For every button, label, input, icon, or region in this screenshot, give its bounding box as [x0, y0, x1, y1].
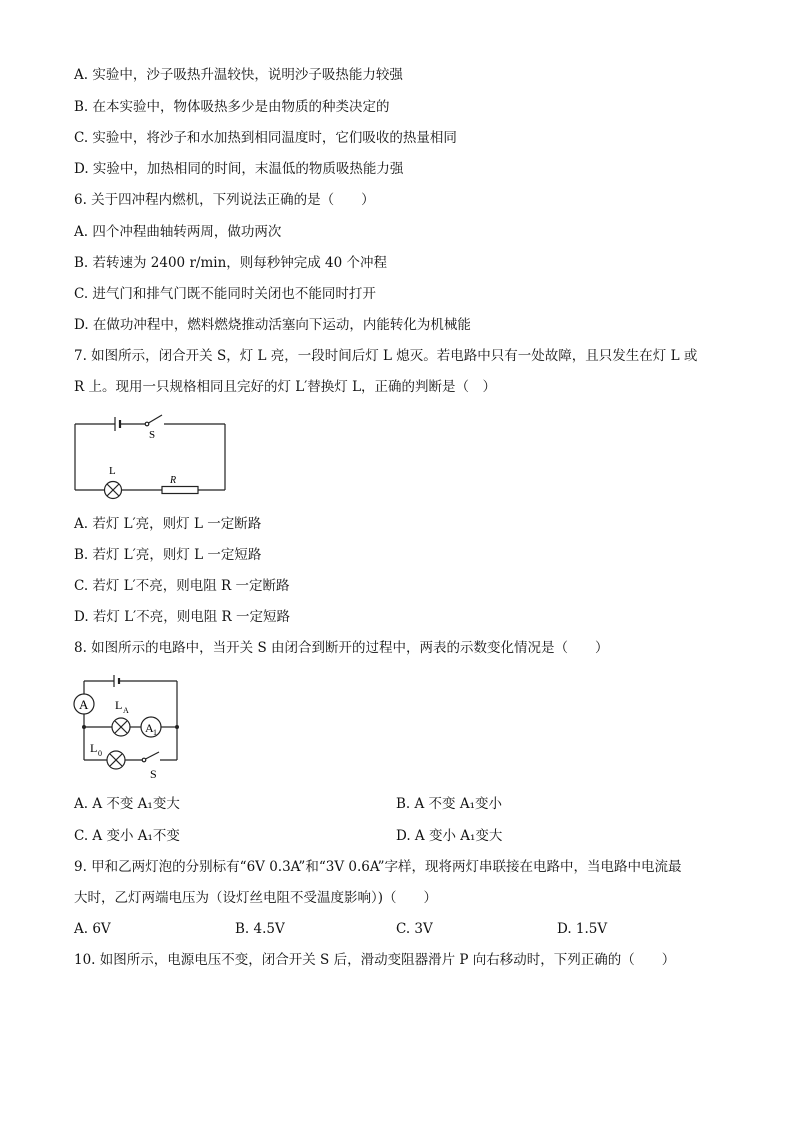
lamp-l0-label: L	[90, 741, 98, 755]
switch-icon	[149, 415, 163, 423]
q5-option-b: B. 在本实验中，物体吸热多少是由物质的种类决定的	[74, 99, 390, 115]
q7-option-c: C. 若灯 L′不亮，则电阻 R 一定断路	[74, 578, 290, 594]
q9-stem-line2: 大时，乙灯两端电压为（设灯丝电阻不受温度影响）)（ ）	[74, 890, 438, 906]
q7-stem-line1: 7. 如图所示，闭合开关 S，灯 L 亮，一段时间后灯 L 熄灭。若电路中只有一处故障，且只发生在灯 L 或	[74, 348, 698, 364]
switch-icon	[146, 752, 160, 759]
lamp-la-subscript: A	[123, 706, 129, 715]
q7-switch-label: S	[149, 429, 156, 441]
q5-option-d: D. 实验中，加热相同的时间，末温低的物质吸热能力强	[74, 161, 404, 177]
q9-option-d: D. 1.5V	[557, 921, 608, 937]
q7-option-d: D. 若灯 L′不亮，则电阻 R 一定短路	[74, 609, 290, 625]
q9-option-c: C. 3V	[396, 921, 433, 937]
q7-stem-line2: R 上。现用一只规格相同且完好的灯 L′替换灯 L，正确的判断是（ ）	[74, 379, 497, 395]
q6-option-c: C. 进气门和排气门既不能同时关闭也不能同时打开	[74, 286, 376, 302]
q8-option-d: D. A 变小 A₁变大	[396, 828, 503, 844]
q7-option-b: B. 若灯 L′亮，则灯 L 一定短路	[74, 547, 262, 563]
q7-circuit-diagram	[70, 410, 235, 502]
q8-option-b: B. A 不变 A₁变小	[396, 796, 502, 812]
q9-option-a: A. 6V	[74, 921, 111, 937]
q5-option-a: A. 实验中，沙子吸热升温较快，说明沙子吸热能力较强	[74, 67, 403, 83]
lamp-la-label: L	[115, 698, 123, 712]
q6-option-b: B. 若转速为 2400 r/min，则每秒钟完成 40 个冲程	[74, 255, 388, 271]
q6-stem: 6. 关于四冲程内燃机，下列说法正确的是（ ）	[74, 192, 375, 208]
q5-option-c: C. 实验中，将沙子和水加热到相同温度时，它们吸收的热量相同	[74, 130, 457, 146]
q7-option-a: A. 若灯 L′亮，则灯 L 一定断路	[74, 516, 262, 532]
q9-option-b: B. 4.5V	[235, 921, 285, 937]
ammeter-a1-subscript: 1	[153, 728, 157, 737]
q6-option-a: A. 四个冲程曲轴转两周，做功两次	[74, 224, 282, 240]
q8-stem: 8. 如图所示的电路中，当开关 S 由闭合到断开的过程中，两表的示数变化情况是（ ）	[74, 640, 609, 656]
q6-option-d: D. 在做功冲程中，燃料燃烧推动活塞向下运动，内能转化为机械能	[74, 317, 471, 333]
q8-switch-label: S	[150, 767, 157, 781]
lamp-l0-subscript: 0	[98, 749, 102, 758]
ammeter-a1-label: A	[145, 721, 154, 735]
q8-option-a: A. A 不变 A₁变大	[74, 796, 180, 812]
q7-resistor-label: R	[170, 475, 177, 486]
q9-stem-line1: 9. 甲和乙两灯泡的分别标有“6V 0.3A”和“3V 0.6A”字样，现将两灯串联接在电路中，当电路中电流最	[74, 859, 682, 875]
ammeter-a-label: A	[79, 697, 89, 712]
q8-option-c: C. A 变小 A₁不变	[74, 828, 180, 844]
q7-lamp-label: L	[109, 465, 116, 477]
q10-stem: 10. 如图所示，电源电压不变，闭合开关 S 后，滑动变阻器滑片 P 向右移动时，下列正确的（ ）	[74, 952, 676, 968]
q8-circuit-diagram	[70, 672, 182, 784]
resistor-icon	[162, 487, 198, 494]
